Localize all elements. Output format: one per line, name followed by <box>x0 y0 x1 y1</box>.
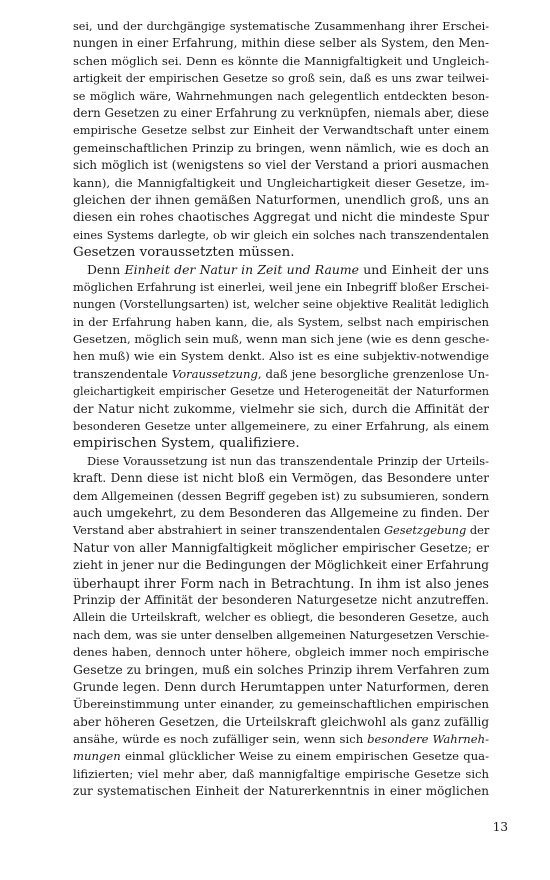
text-line <box>73 679 489 696</box>
text-segment: kraft. Denn diese ist nicht bloß ein Vermögen, das Besondere unter <box>73 471 489 486</box>
text-segment: transzendentale <box>73 366 172 381</box>
text-line <box>73 696 489 713</box>
text-segment: Verstand aber abstrahiert in seiner transzendentalen <box>73 523 384 538</box>
text-segment: empirischen System, qualifiziere. <box>73 436 300 452</box>
text-line <box>73 783 489 800</box>
text-line <box>73 53 489 70</box>
text-line <box>73 18 489 35</box>
text-segment: dern Gesetzen zu einer Erfahrung zu verknüpfen, niemals aber, diese <box>73 105 490 120</box>
text-segment: Allein die Urteilskraft, welcher es obliegt, die besonderen Gesetze, auch <box>73 611 489 625</box>
text-segment: und Einheit der uns <box>358 262 489 278</box>
text-segment: nach dem, was sie unter denselben allgemeinen Naturgesetzen Verschie- <box>73 628 489 642</box>
text-line <box>73 505 489 522</box>
text-line <box>73 35 489 52</box>
text-line <box>73 592 489 609</box>
text-segment: auch umgekehrt, zu dem Besonderen das Allgemeine zu finden. Der <box>73 505 489 520</box>
text-segment: zieht in jener nur die Bedingungen der Möglichkeit einer Erfahrung <box>73 558 489 573</box>
text-segment: se möglich wäre, Wahrnehmungen nach gelegentlich entdeckten beson- <box>73 89 489 103</box>
text-segment: zur systematischen Einheit der Naturerkenntnis in einer möglichen <box>73 784 489 799</box>
text-segment: hen muß) wie ein System denkt. Also ist es eine subjektiv-notwendige <box>73 349 489 364</box>
text-segment: diesen ein rohes chaotisches Aggregat und nicht die mindeste Spur <box>73 210 489 225</box>
text-line <box>73 88 489 105</box>
italic-text: Gesetzgebung <box>383 523 467 538</box>
text-segment: dem Allgemeinen (dessen Begriff gegeben ist) zu subsumieren, sondern <box>73 488 489 503</box>
text-line <box>73 261 489 278</box>
italic-text: Einheit der Natur in Zeit und Raume <box>124 262 359 278</box>
text-line <box>73 470 489 487</box>
text-line <box>73 627 489 644</box>
text-line <box>73 661 489 678</box>
text-line <box>73 418 489 435</box>
italic-text: Voraussetzung <box>171 366 258 381</box>
text-segment: nungen in einer Erfahrung, mithin diese selber als System, den Men- <box>73 36 489 51</box>
text-segment: denes haben, dennoch unter höhere, obgleich immer noch empirische <box>73 645 489 660</box>
text-segment: Denn <box>87 262 125 278</box>
text-segment: Gesetzen, möglich sein muß, wenn man sich jene (wie es denn gesche- <box>73 332 490 347</box>
text-segment: Grunde legen. Denn durch Herumtappen unter Naturformen, deren <box>73 679 489 694</box>
text-line <box>73 122 489 139</box>
text-line <box>73 227 489 244</box>
text-line <box>73 105 489 122</box>
text-line <box>73 157 489 174</box>
text-segment: besonderen Gesetze unter allgemeinere, zu einer Erfahrung, als einem <box>73 418 489 433</box>
text-segment: der <box>466 523 490 538</box>
text-segment: eines Systems darlegte, ob wir gleich ein solches nach transzendentalen <box>73 228 489 242</box>
text-segment: , daß jene besorgliche grenzenlose Un- <box>257 366 489 381</box>
text-line <box>73 192 489 209</box>
text-line <box>73 435 489 452</box>
text-line <box>73 401 489 418</box>
text-segment: Prinzip der Affinität der besonderen Naturgesetze nicht anzutreffen. <box>73 592 489 607</box>
text-line <box>73 609 489 626</box>
text-segment: kann), die Mannigfaltigkeit und Ungleichartigkeit dieser Gesetze, im- <box>73 175 489 190</box>
text-segment: artigkeit der empirischen Gesetze so groß sein, daß es uns zwar teilwei- <box>73 72 489 86</box>
page-body <box>73 18 489 801</box>
text-segment: schen möglich sei. Denn es könnte die Mannigfaltigkeit und Ungleich- <box>73 53 489 68</box>
text-segment: lifizierten; viel mehr aber, daß mannigfaltige empirische Gesetze sich <box>73 766 489 781</box>
text-line <box>73 314 489 331</box>
text-segment: gemeinschaftlichen Prinzip zu bringen, wenn nämlich, wie es doch an <box>73 140 489 155</box>
text-segment: in der Erfahrung haben kann, die, als System, selbst nach empirischen <box>73 314 489 329</box>
page-number: 13 <box>492 820 508 834</box>
text-line <box>73 209 489 226</box>
text-line <box>73 766 489 783</box>
text-segment: nungen (Vorstellungsarten) ist, welcher seine objektive Realität lediglich <box>73 298 489 312</box>
text-line <box>73 244 489 261</box>
text-segment: sich möglich ist (wenigstens so viel der Verstand a priori ausmachen <box>73 158 489 173</box>
text-line <box>73 522 489 539</box>
text-line <box>73 575 489 592</box>
text-segment: überhaupt ihrer Form nach in Betrachtung. In ihm ist also jenes <box>73 575 489 591</box>
text-segment: möglichen Erfahrung ist einerlei, weil jene ein Inbegriff bloßer Erschei- <box>73 279 489 294</box>
text-line <box>73 488 489 505</box>
text-segment: Gesetzen voraussetzten müssen. <box>73 245 295 261</box>
text-segment: einmal glücklicher Weise zu einem empirischen Gesetze qua- <box>120 749 489 764</box>
text-line <box>73 140 489 157</box>
text-line <box>73 731 489 748</box>
text-line <box>73 453 489 470</box>
text-segment: Gesetze zu bringen, muß ein solches Prinzip ihrem Verfahren zum <box>73 662 490 678</box>
text-segment: Natur von aller Mannigfaltigkeit möglicher empirischer Gesetze; er <box>73 540 489 555</box>
text-segment: aber höheren Gesetzen, die Urteilskraft gleichwohl als ganz zufällig <box>73 714 489 729</box>
text-segment: gleichartigkeit empirischer Gesetze und Heterogeneität der Naturformen <box>73 385 489 399</box>
text-line <box>73 175 489 192</box>
text-line <box>73 557 489 574</box>
text-segment: gleichen der ihnen gemäßen Naturformen, unendlich groß, uns an <box>73 192 489 207</box>
text-line <box>73 279 489 296</box>
italic-text: mungen <box>73 749 121 764</box>
text-line <box>73 348 489 365</box>
text-segment: Diese Voraussetzung ist nun das transzendentale Prinzip der Urteils- <box>87 453 489 468</box>
text-segment: ansähe, würde es noch zufälliger sein, wenn sich <box>73 732 368 747</box>
text-line <box>73 296 489 313</box>
text-line <box>73 714 489 731</box>
text-line <box>73 331 489 348</box>
text-line <box>73 748 489 765</box>
italic-text: besondere Wahrneh- <box>367 732 490 747</box>
text-line <box>73 540 489 557</box>
text-line <box>73 366 489 383</box>
text-segment: der Natur nicht zukomme, vielmehr sie sich, durch die Affinität der <box>73 401 489 416</box>
text-segment: Übereinstimmung unter einander, zu gemeinschaftlichen empirischen <box>73 697 489 712</box>
text-segment: empirische Gesetze selbst zur Einheit der Verwandtschaft unter einem <box>73 123 489 138</box>
text-line <box>73 70 489 87</box>
text-line <box>73 383 489 400</box>
text-line <box>73 644 489 661</box>
text-segment: sei, und der durchgängige systematische Zusammenhang ihrer Erschei- <box>73 20 489 33</box>
